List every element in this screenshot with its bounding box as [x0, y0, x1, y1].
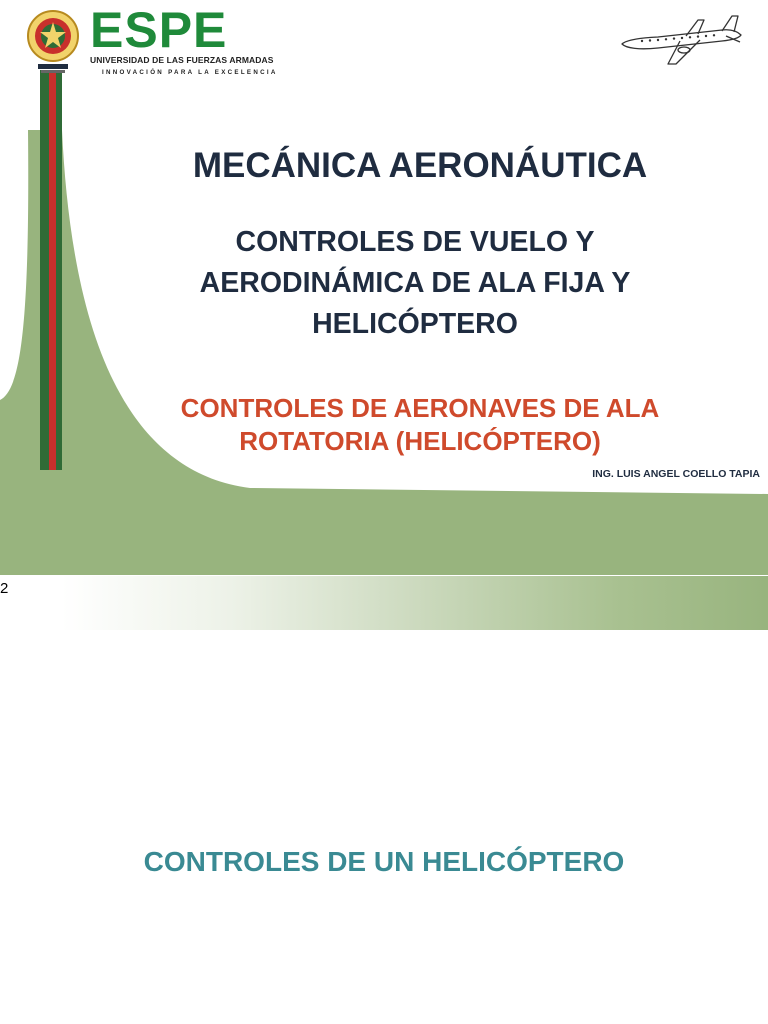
university-name: UNIVERSIDAD DE LAS FUERZAS ARMADAS [90, 55, 274, 65]
green-curve-background [0, 130, 768, 575]
airplane-icon [618, 14, 746, 68]
stripe-green-left [40, 70, 49, 470]
logo-text [88, 2, 278, 78]
espe-seal-icon [22, 8, 84, 76]
espe-wordmark: ESPE [90, 2, 228, 58]
presentation-subtitle: CONTROLES DE VUELO Y AERODINÁMICA DE ALA FIJA Y HELICÓPTERO [199, 226, 631, 340]
university-tagline: INNOVACIÓN PARA LA EXCELENCIA [102, 69, 278, 76]
slide-2-title: CONTROLES DE UN HELICÓPTERO [143, 846, 625, 877]
espe-logo [22, 2, 278, 78]
slide-separator-gradient [0, 576, 768, 630]
stripe-green-right [56, 70, 62, 470]
presentation-title: MECÁNICA AERONÁUTICA [192, 146, 648, 185]
page-number: 2 [0, 580, 9, 597]
stripe-red [49, 70, 56, 470]
author-name: ING. LUIS ANGEL COELLO TAPIA [592, 468, 760, 480]
section-title: CONTROLES DE AERONAVES DE ALA ROTATORIA (HELICÓPTERO) [180, 393, 660, 456]
